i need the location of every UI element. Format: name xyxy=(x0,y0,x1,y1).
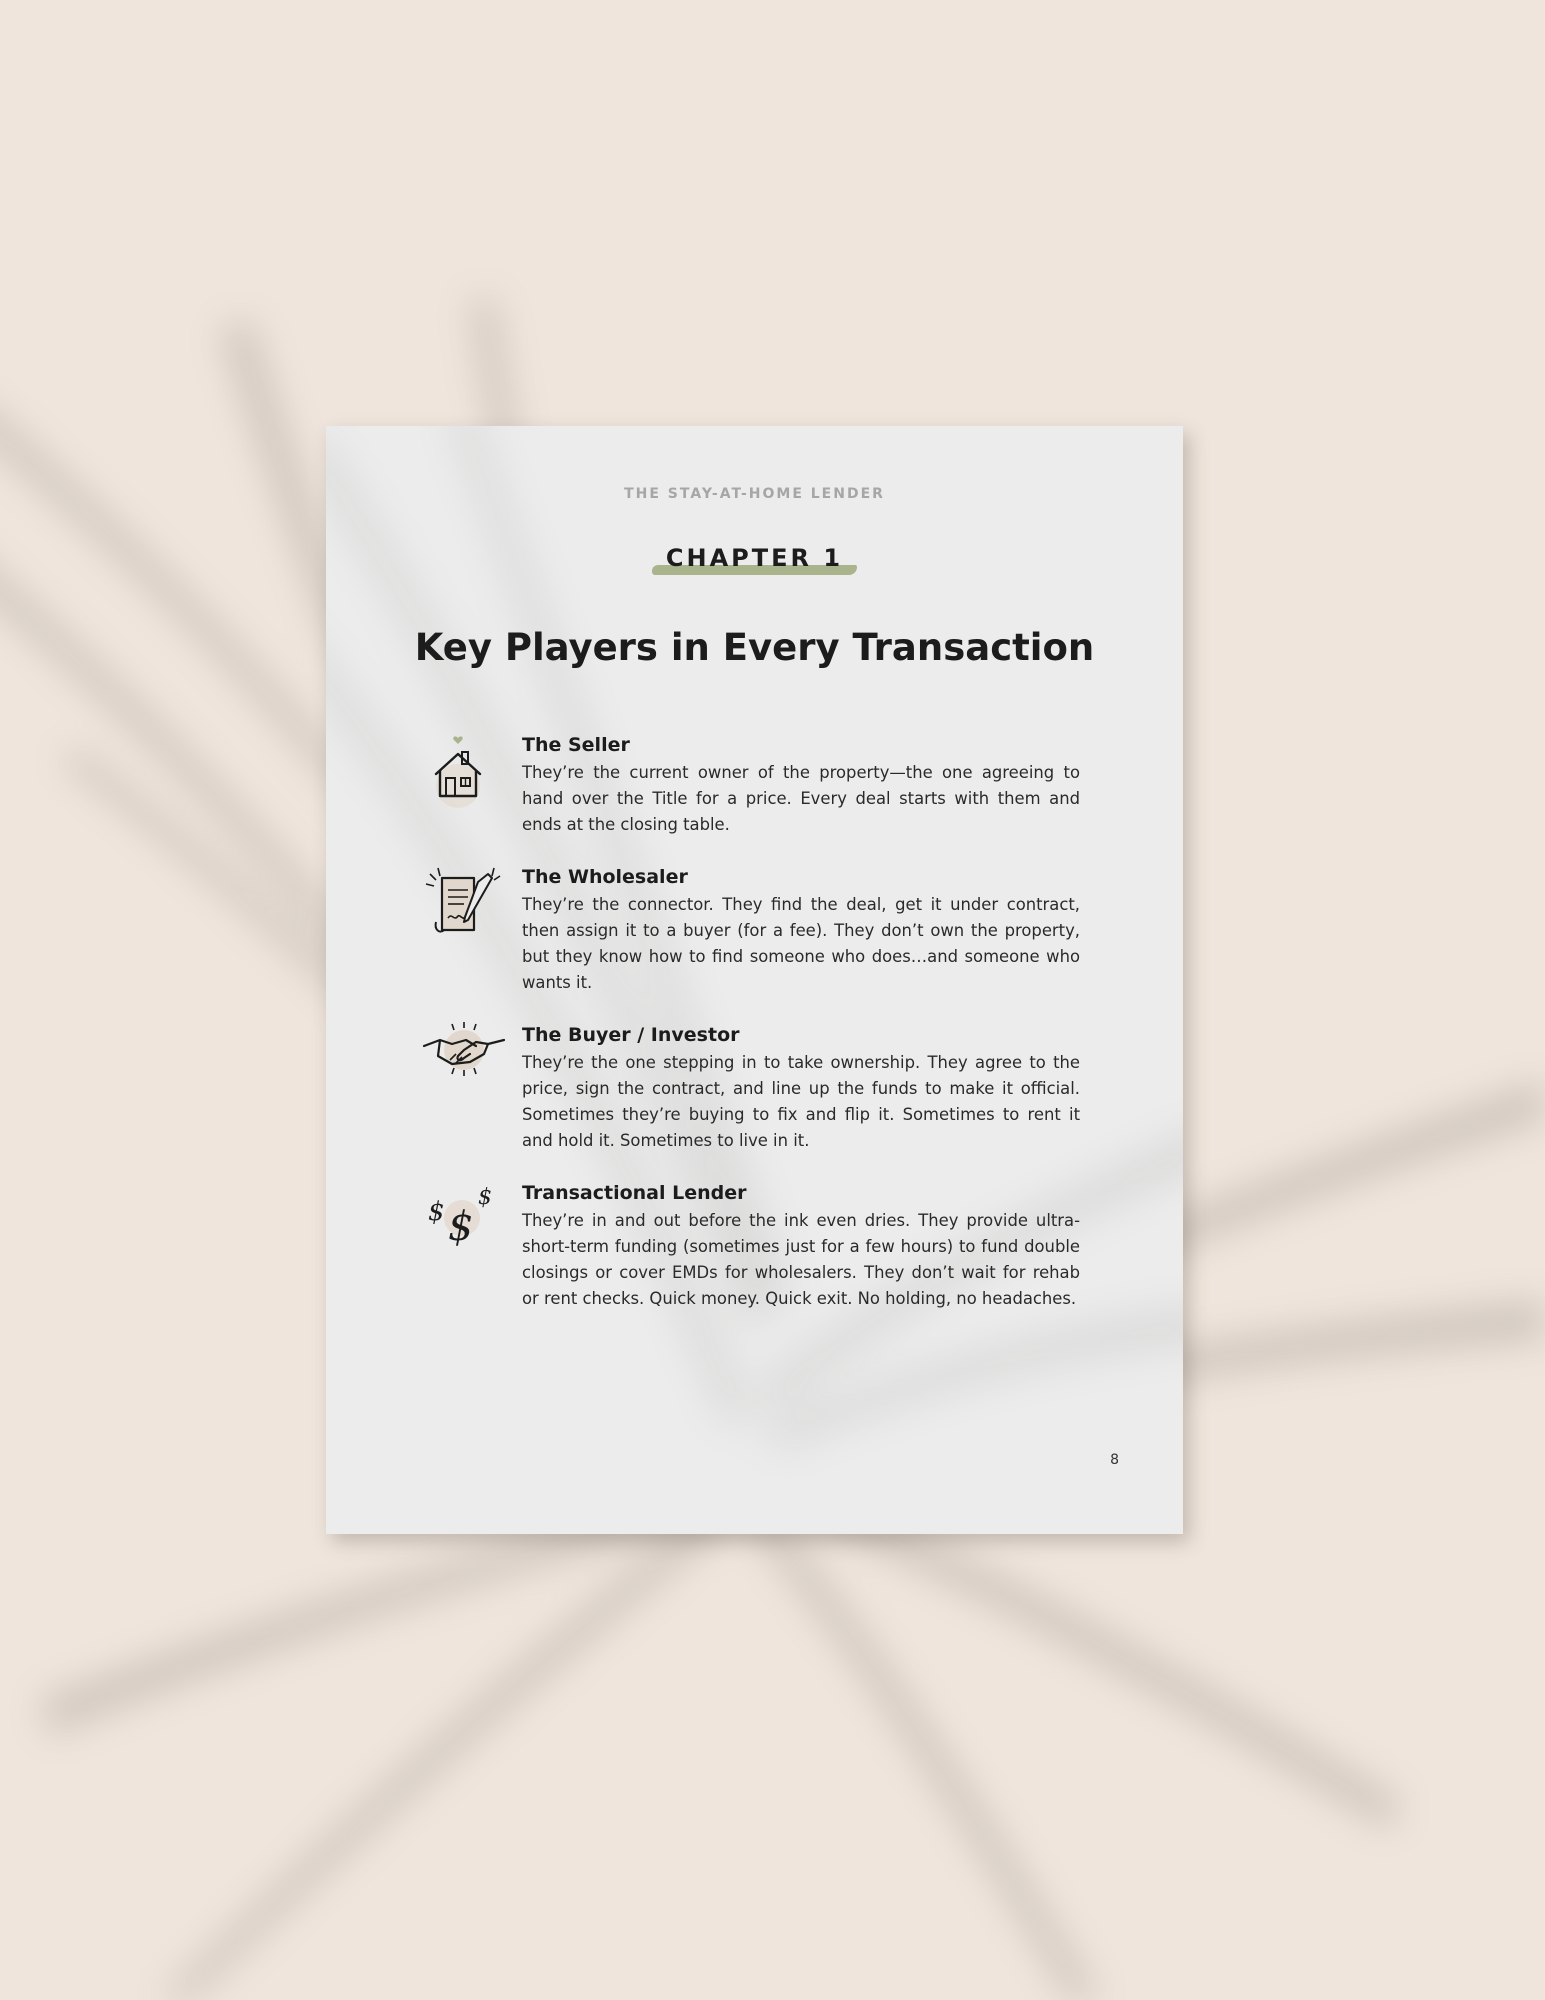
house-icon xyxy=(422,730,506,814)
entry-text: They’re in and out before the ink even dries. They provide ultra-short-term funding (sometimes just for a few hours) to fund double closings or cover EMDs for wholesalers. They don’t wait for rehab or rent checks. Quick money. Quick exit. No holding, no headaches. xyxy=(522,1211,1080,1308)
list-item-seller xyxy=(422,734,1087,838)
entry-heading: The Buyer / Investor xyxy=(522,1024,740,1046)
entry-heading: Transactional Lender xyxy=(522,1182,747,1204)
entry-text: They’re the current owner of the property—the one agreeing to hand over the Title for a price. Every deal starts with them and ends at the closing table. xyxy=(522,763,1080,834)
entry-heading: The Wholesaler xyxy=(522,866,688,888)
entry-heading: The Seller xyxy=(522,734,630,756)
chapter-label-text: CHAPTER 1 xyxy=(665,544,844,572)
entry-text: They’re the one stepping in to take ownership. They agree to the price, sign the contract, and line up the funds to make it official. Sometimes they’re buying to fix and flip it. Sometimes to rent it and hold it. Sometimes to live in it. xyxy=(522,1053,1080,1150)
dollar-signs-icon xyxy=(422,1178,506,1262)
list-item-buyer-investor xyxy=(422,1024,1087,1154)
running-head: THE STAY-AT-HOME LENDER xyxy=(624,486,885,502)
contract-document-icon xyxy=(422,862,506,946)
dollar-glyph-large: $ xyxy=(448,1204,474,1250)
chapter-heading xyxy=(326,544,1183,572)
list-item-wholesaler xyxy=(422,866,1087,996)
page-number: 8 xyxy=(1110,1452,1119,1468)
chapter-label xyxy=(652,544,857,572)
entry-text: They’re the connector. They find the deal, get it under contract, then assign it to a buyer (for a fee). They don’t own the property, but they know how to find someone who does…and someone who wants it. xyxy=(522,895,1080,992)
page-title: Key Players in Every Transaction xyxy=(414,626,1095,669)
dollar-glyph-small: $ xyxy=(428,1197,445,1227)
key-players-list xyxy=(422,734,1087,1340)
dollar-glyph-top: $ xyxy=(478,1185,492,1210)
handshake-icon xyxy=(422,1020,506,1104)
list-item-transactional-lender xyxy=(422,1182,1087,1312)
document-page xyxy=(326,426,1183,1534)
